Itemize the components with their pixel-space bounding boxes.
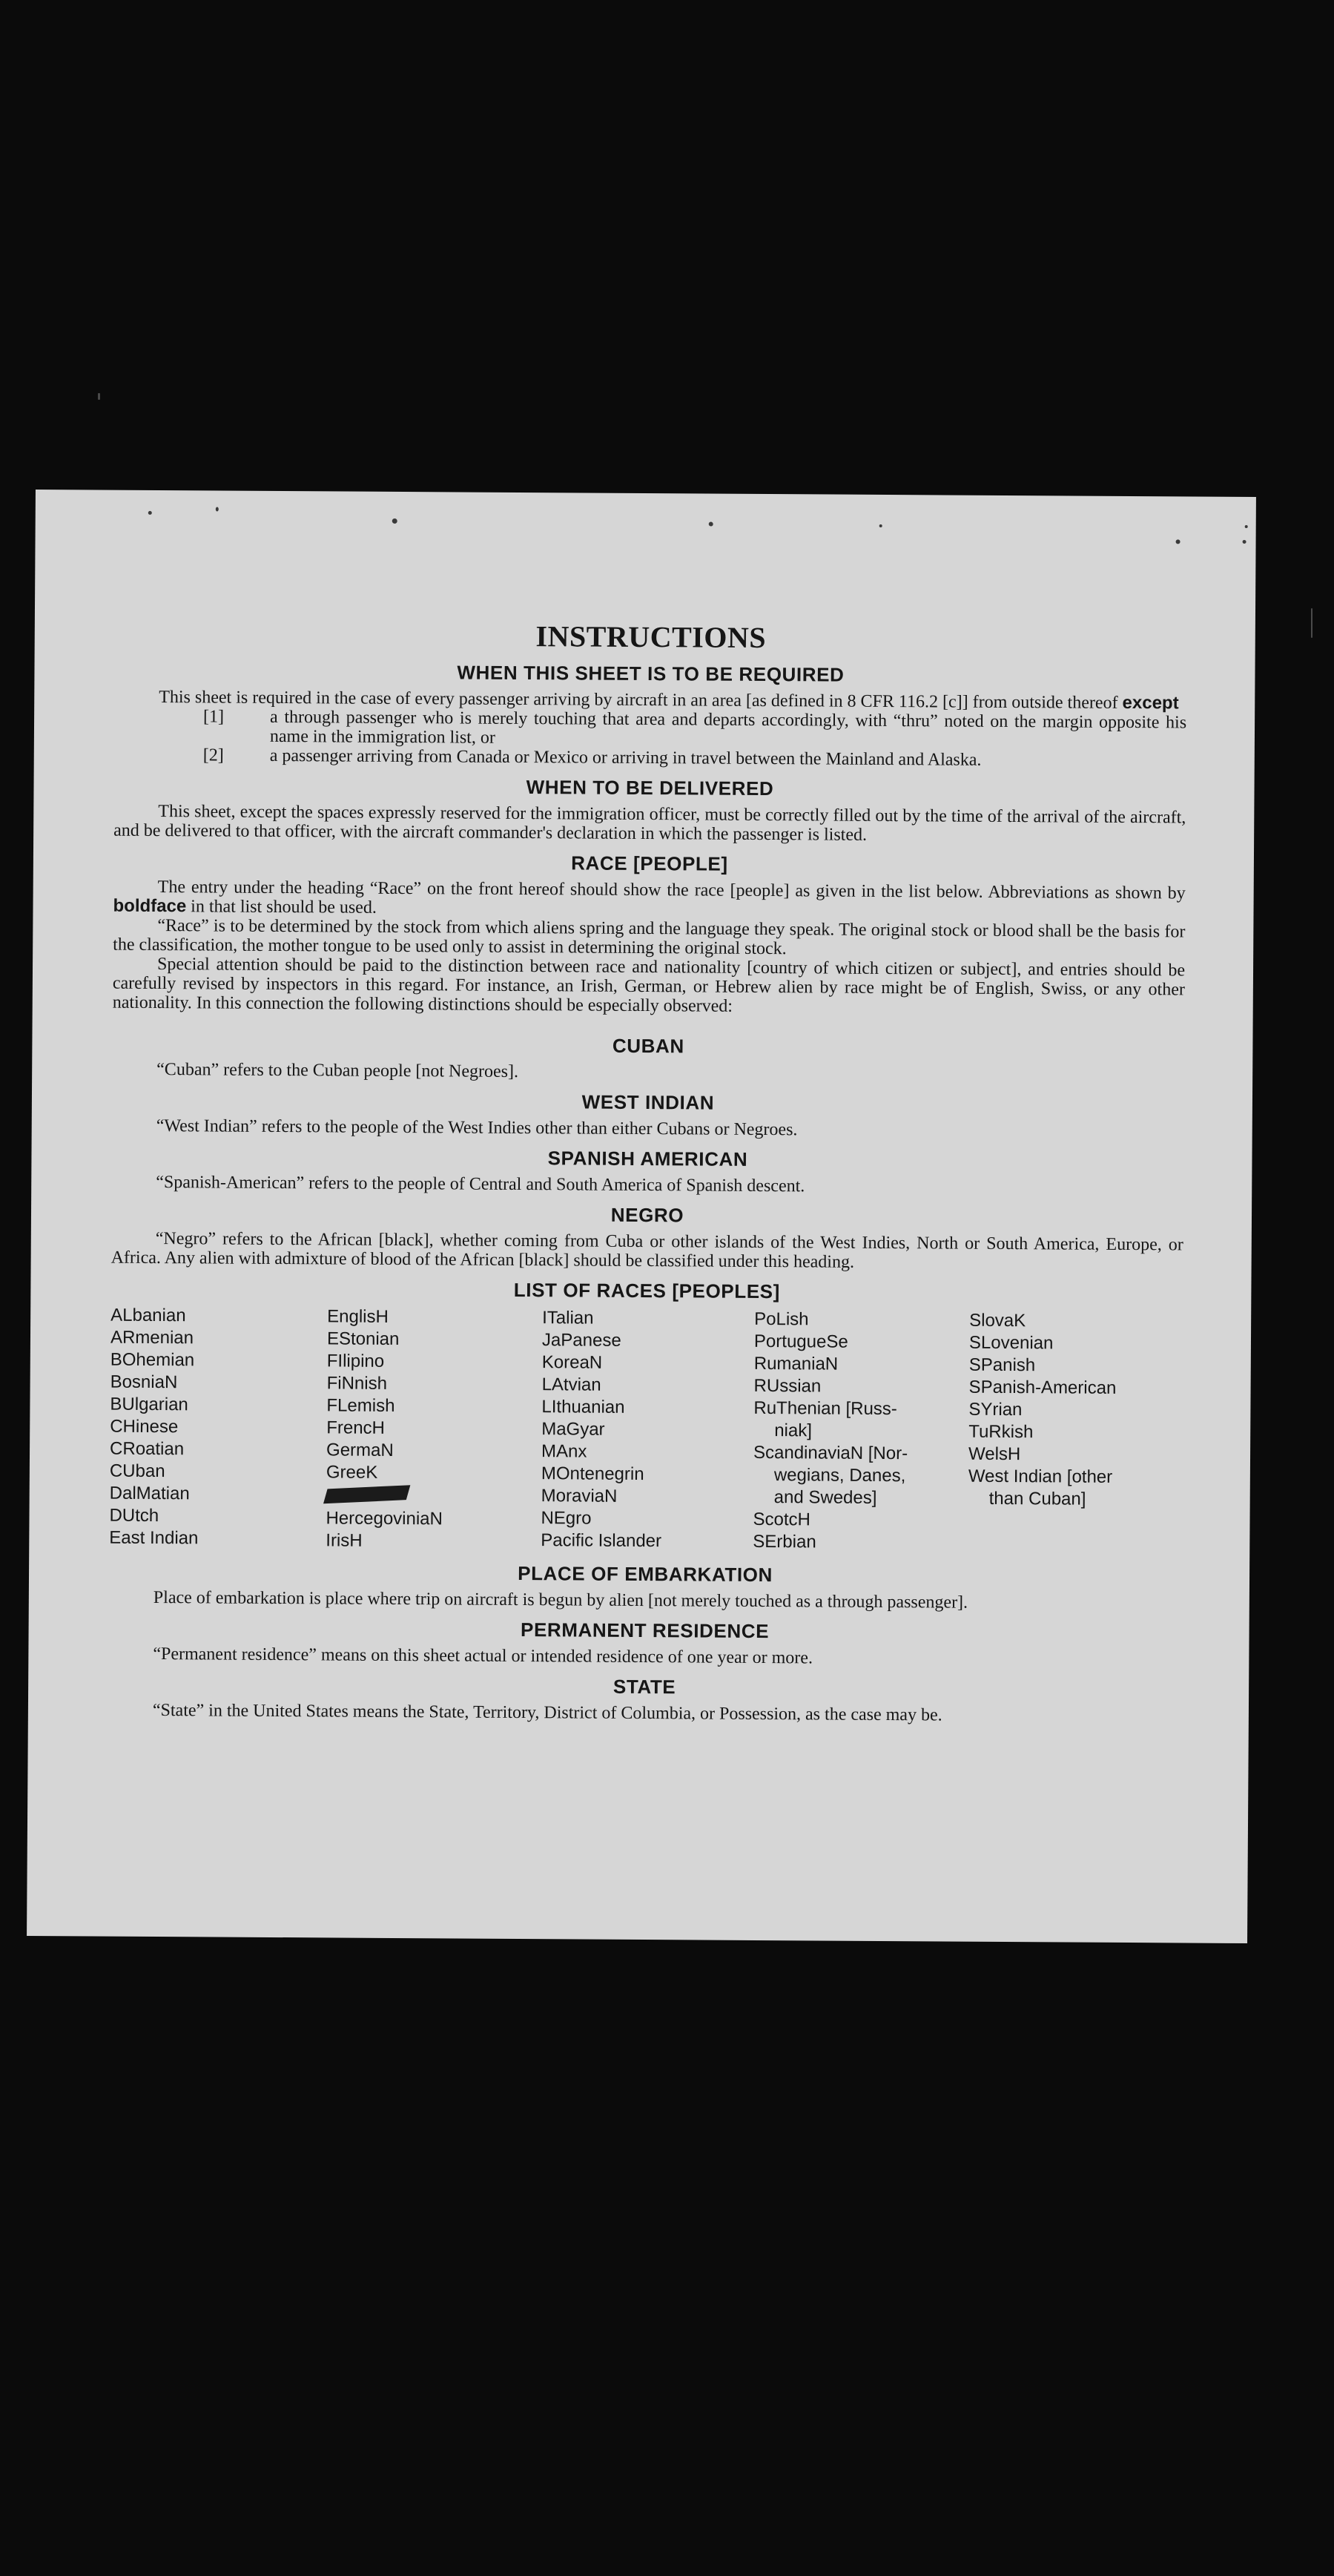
races-column-5 [968,1310,1117,1557]
negro-text: “Negro” refers to the African [black], whether coming from Cuba or other islands of the West Indies, North or South America, Europe, or Africa. Any alien with admixture of blood of the African [black] should be classified under this heading. [110,1228,1183,1272]
race-entry: KoreaN [541,1352,603,1373]
race-entry: RuThenian [Russ- [753,1397,897,1420]
race-entry: RUssian [753,1375,822,1397]
races-column-2 [326,1305,542,1553]
race-entry: BOhemian [110,1349,195,1371]
races-column-3 [541,1307,754,1555]
punch-mark [1243,540,1247,544]
race-entry: FrencH [326,1417,386,1438]
races-column-1 [109,1305,327,1552]
punch-mark [709,522,713,527]
punch-mark [1176,539,1181,544]
race-paragraph-2: “Race” is to be determined by the stock from which aliens spring and the language they speak. The original stock or blood shall be the basis for the classification, the mother tongue to be used only to assist in determining the original stock. [113,916,1186,959]
heading-when-required: WHEN THIS SHEET IS TO BE REQUIRED [457,661,845,686]
race-entry: East Indian [109,1527,199,1549]
item-number: [2] [202,745,224,765]
instruction-sheet [27,490,1256,1943]
race-entry: SPanish [968,1354,1036,1376]
race-entry: MAnx [541,1441,587,1462]
cuban-text: “Cuban” refers to the Cuban people [not Negroes]. [156,1060,519,1081]
race-entry: BUlgarian [110,1394,188,1415]
west-indian-text: “West Indian” refers to the people of the West Indies other than either Cubans or Negroes. [156,1116,798,1140]
item-text: a through passenger who is merely touching that area and departs accordingly, with “thru” noted on the margin opposite his name in the immigration list, or [269,707,1187,748]
race-entry: ITalian [542,1308,594,1328]
race-entry-continuation: and Swedes] [773,1487,877,1508]
punch-marks [115,490,1188,571]
race-entry: ScotcH [753,1509,810,1530]
race-p1-text-end: in that list should be used. [191,897,377,918]
race-p1-boldface: boldface [113,895,187,917]
embarkation-text: Place of embarkation is place where trip on aircraft is begun by alien [not merely touched as a through passenger]. [153,1587,968,1613]
races-list [109,1305,1183,1558]
punch-mark [879,524,882,527]
race-entry: PoLish [754,1308,809,1330]
required-item-1 [114,707,1186,752]
race-entry: DalMatian [109,1483,190,1504]
race-entry: ALbanian [110,1305,186,1326]
heading-west-indian: WEST INDIAN [581,1090,715,1114]
race-entry: DUtch [109,1505,159,1526]
item-text: a passenger arriving from Canada or Mexico or arriving in travel between the Mainland and Alaska. [269,745,982,770]
heading-cuban: CUBAN [612,1034,684,1058]
races-column-4 [753,1308,969,1556]
race-entry: FiNnish [326,1373,388,1394]
residence-text: “Permanent residence” means on this sheet actual or intended residence of one year or more. [153,1644,813,1668]
race-entry: GreeK [326,1462,378,1483]
state-text: “State” in the United States means the State, Territory, District of Columbia, or Possession, as the case may be. [152,1700,942,1725]
race-entry: PortugueSe [753,1331,848,1352]
race-entry: HercegoviniaN [326,1508,443,1529]
race-entry: FLemish [326,1395,395,1416]
heading-permanent-residence: PERMANENT RESIDENCE [521,1618,770,1643]
race-paragraph-3: Special attention should be paid to the distinction between race and nationality [country of which citizen or subject], and entries should be carefully revised by inspectors in this regard. For instance, an Irish, German, or Hebrew alien by race might be of English, Swiss, or any other nationality. In this connection the following distinctions should be especially observed: [112,955,1186,1016]
race-entry: SErbian [753,1531,816,1552]
race-entry: BosniaN [110,1371,178,1393]
race-entry: SPanish-American [968,1377,1117,1398]
spanish-american-text: “Spanish-American” refers to the people of Central and South America of Spanish descent. [156,1172,805,1196]
race-entry: SlovaK [969,1310,1026,1331]
race-entry: CUban [109,1460,165,1482]
race-entry: CRoatian [109,1438,185,1460]
scan-mark [1311,608,1312,638]
race-entry: EnglisH [327,1306,389,1327]
race-entry: CHinese [110,1416,179,1437]
race-paragraph-1 [113,877,1185,923]
punch-mark [392,518,397,524]
race-entry: WelsH [968,1443,1021,1465]
race-entry: ARmenian [110,1327,194,1348]
race-entry: MoraviaN [541,1486,618,1506]
race-entry-continuation: wegians, Danes, [773,1465,906,1486]
race-entry: IrisH [326,1530,363,1551]
race-entry: MaGyar [541,1419,605,1440]
punch-mark [1245,525,1248,528]
scan-mark [98,393,100,400]
race-entry: EStonian [326,1328,400,1350]
race-entry-continuation: than Cuban] [988,1488,1086,1509]
heading-spanish-american: SPANISH AMERICAN [547,1147,748,1170]
redacted-entry [326,1483,541,1509]
race-entry: Pacific Islander [541,1530,662,1552]
redaction-mark [323,1485,410,1503]
punch-mark [216,507,219,511]
delivered-text: This sheet, except the spaces expressly reserved for the immigration officer, must be correctly filled out by the time of the arrival of the aircraft, and be delivered to that officer, with the aircraft commander's declaration in which the passenger is listed. [113,802,1186,845]
heading-list-of-races: LIST OF RACES [PEOPLES] [513,1278,781,1303]
race-entry: ScandinaviaN [Nor- [753,1442,908,1464]
heading-race: RACE [PEOPLE] [571,851,728,875]
race-entry: GermaN [326,1440,394,1460]
race-entry: NEgro [541,1508,592,1529]
document-title: INSTRUCTIONS [535,619,767,655]
required-intro-text: This sheet is required in the case of every passenger arriving by aircraft in an area [as defined in 8 CFR 116.2 [c]] from outside thereof [159,688,1118,713]
race-entry: LIthuanian [541,1397,625,1417]
race-entry: FIlipino [326,1351,385,1371]
race-entry-continuation: niak] [774,1420,813,1441]
required-except: except [1122,692,1179,714]
race-entry: JaPanese [541,1330,621,1351]
item-number: [1] [203,707,225,727]
heading-when-delivered: WHEN TO BE DELIVERED [526,776,774,800]
race-p1-text: The entry under the heading “Race” on the front hereof should show the race [people] as given in the list below. Abbreviations as shown by [157,877,1186,903]
race-entry: SLovenian [968,1332,1054,1354]
race-entry: RumaniaN [753,1353,839,1374]
heading-place-of-embarkation: PLACE OF EMBARKATION [518,1561,773,1587]
heading-state: STATE [612,1675,676,1699]
race-entry: West Indian [other [968,1466,1113,1487]
heading-negro: NEGRO [610,1203,684,1227]
race-entry: SYrian [968,1399,1023,1420]
punch-mark [148,511,152,515]
race-entry: TuRkish [968,1421,1034,1443]
race-entry: LAtvian [541,1374,601,1395]
race-entry: MOntenegrin [541,1463,644,1485]
